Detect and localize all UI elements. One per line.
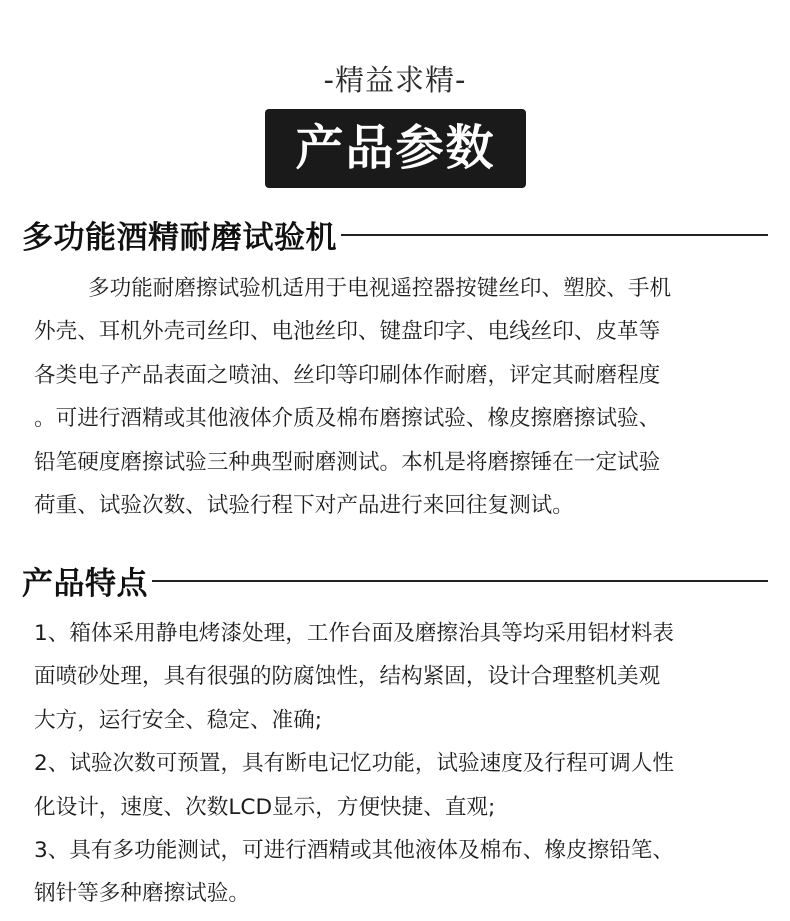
paragraph-line: 荷重、试验次数、试验行程下对产品进行来回往复测试。	[34, 493, 574, 519]
feature-line: 大方，运行安全、稳定、准确;	[34, 707, 322, 733]
paragraph-line: 外壳、耳机外壳司丝印、电池丝印、键盘印字、电线丝印、皮革等	[34, 319, 661, 345]
paragraph-line: 各类电子产品表面之喷油、丝印等印刷体作耐磨，评定其耐磨程度	[34, 362, 661, 388]
section-heading-product-name	[22, 212, 768, 257]
feature-list	[34, 612, 758, 916]
feature-line: 3、具有多功能测试，可进行酒精或其他液体及棉布、橡皮擦铅笔、	[34, 838, 674, 864]
paragraph-line: 铅笔硬度磨擦试验三种典型耐磨测试。本机是将磨擦锤在一定试验	[34, 449, 661, 475]
paragraph-line: 多功能耐磨擦试验机适用于电视遥控器按键丝印、塑胶、手机	[88, 276, 672, 301]
paragraph-line: 。可进行酒精或其他液体介质及棉布磨擦试验、橡皮擦磨擦试验、	[34, 406, 661, 432]
section-heading-label: 产品特点	[22, 566, 148, 602]
section-heading-features	[22, 558, 768, 603]
product-description	[34, 267, 758, 527]
section-divider-line	[152, 580, 768, 582]
feature-line: 1、箱体采用静电烤漆处理，工作台面及磨擦治具等均采用铝材料表	[34, 621, 674, 646]
feature-line: 2、试验次数可预置，具有断电记忆功能，试验速度及行程可调人性	[34, 751, 674, 777]
feature-line: 钢针等多种磨擦试验。	[34, 881, 250, 907]
tagline: -精益求精-	[323, 63, 467, 97]
page-title-banner: 产品参数	[265, 109, 526, 188]
section-divider-line	[341, 234, 768, 236]
feature-line: 面喷砂处理，具有很强的防腐蚀性，结构紧固，设计合理整机美观	[34, 664, 661, 690]
feature-line: 化设计，速度、次数LCD显示，方便快捷、直观;	[34, 794, 496, 820]
section-heading-label: 多功能酒精耐磨试验机	[22, 220, 337, 256]
